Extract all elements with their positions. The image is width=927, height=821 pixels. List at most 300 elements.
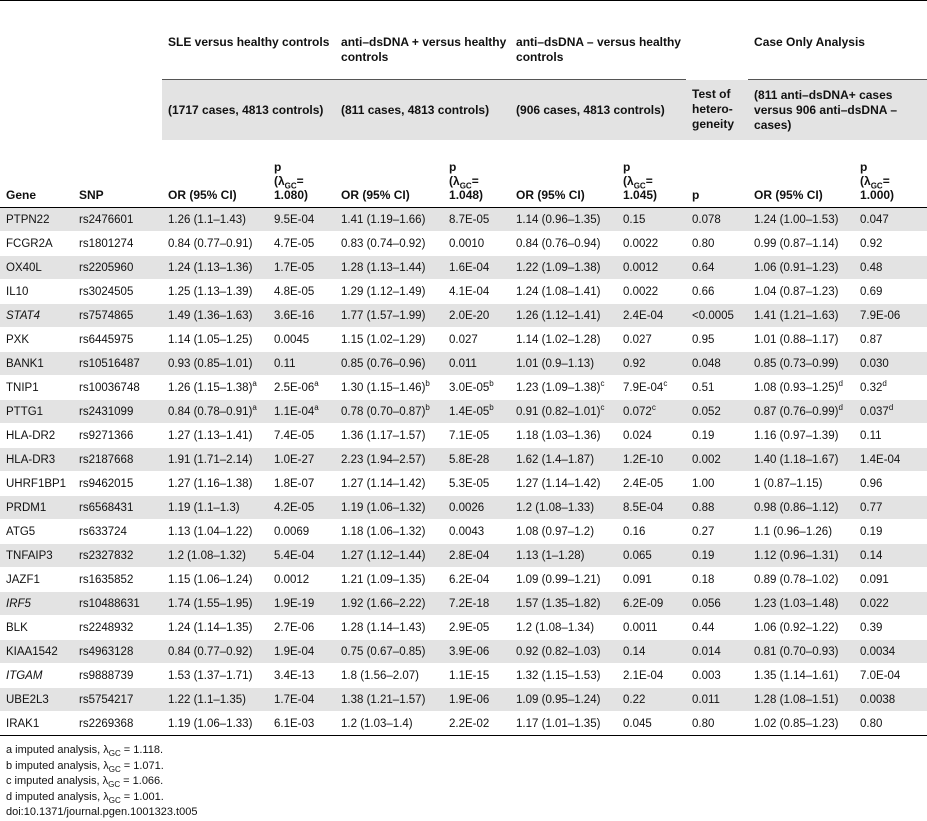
cell-p2: 7.1E-05 (443, 424, 510, 448)
cell-p4: 0.022 (854, 592, 927, 616)
cell-snp: rs3024505 (73, 280, 162, 304)
cell-p3: 0.22 (617, 688, 686, 712)
cell-gene: UBE2L3 (0, 688, 73, 712)
cell-p3: 0.065 (617, 544, 686, 568)
cell-p3: 0.16 (617, 520, 686, 544)
cell-snp: rs2269368 (73, 712, 162, 736)
cell-or4: 1.24 (1.00–1.53) (748, 208, 854, 232)
group-header-row (0, 1, 927, 80)
cell-snp: rs2205960 (73, 256, 162, 280)
cell-or3: 1.26 (1.12–1.41) (510, 304, 617, 328)
cell-p4: 0.047 (854, 208, 927, 232)
cell-snp: rs6445975 (73, 328, 162, 352)
table-row (0, 688, 927, 712)
cell-p3: 8.5E-04 (617, 496, 686, 520)
cell-or2: 1.21 (1.09–1.35) (335, 568, 443, 592)
cell-gene: OX40L (0, 256, 73, 280)
cell-p1: 0.0045 (268, 328, 335, 352)
table-row (0, 496, 927, 520)
cell-p3: 1.2E-10 (617, 448, 686, 472)
cell-or1: 1.91 (1.71–2.14) (162, 448, 268, 472)
cell-snp: rs2431099 (73, 400, 162, 424)
col-p-dsdna-neg: p $(\lambda_{GC}= 1.045)$ (623, 160, 658, 202)
cell-snp: rs5754217 (73, 688, 162, 712)
cell-p3: 2.4E-04 (617, 304, 686, 328)
cell-p2: 0.0043 (443, 520, 510, 544)
col-het-p: p (692, 188, 700, 202)
cell-p2: 0.0026 (443, 496, 510, 520)
cell-or3: 1.09 (0.99–1.21) (510, 568, 617, 592)
footnote-mark: c (600, 402, 605, 412)
table-row (0, 544, 927, 568)
cell-p4: 0.0038 (854, 688, 927, 712)
cell-snp: rs10036748 (73, 376, 162, 400)
cell-gene: PTTG1 (0, 400, 73, 424)
cell-gene: PXK (0, 328, 73, 352)
cell-p1: 3.4E-13 (268, 664, 335, 688)
cell-het: 0.078 (686, 208, 748, 232)
cell-p4: 0.69 (854, 280, 927, 304)
cell-or2: 1.92 (1.66–2.22) (335, 592, 443, 616)
cell-p2: 8.7E-05 (443, 208, 510, 232)
cell-gene: HLA-DR3 (0, 448, 73, 472)
cell-gene: PTPN22 (0, 208, 73, 232)
cell-or3: 1.08 (0.97–1.2) (510, 520, 617, 544)
cell-or3: 1.14 (1.02–1.28) (510, 328, 617, 352)
cell-p1: 1.7E-04 (268, 688, 335, 712)
cell-p2: 7.2E-18 (443, 592, 510, 616)
cell-het: 0.44 (686, 616, 748, 640)
cell-gene: KIAA1542 (0, 640, 73, 664)
cell-gene: ATG5 (0, 520, 73, 544)
table-row (0, 472, 927, 496)
cell-het: 0.19 (686, 544, 748, 568)
cell-snp: rs9462015 (73, 472, 162, 496)
cell-p1: 4.8E-05 (268, 280, 335, 304)
cell-or3: 0.91 $(0.82-1.01)^c$ (510, 400, 617, 424)
table-row (0, 256, 927, 280)
footnote-mark: b (425, 402, 430, 412)
footnote-mark: b (489, 378, 494, 388)
cell-p2: 1.9E-06 (443, 688, 510, 712)
cell-p4: 0.19 (854, 520, 927, 544)
cell-or3: 1.2 (1.08–1.34) (510, 616, 617, 640)
cell-or2: 1.19 (1.06–1.32) (335, 496, 443, 520)
cell-het: 0.88 (686, 496, 748, 520)
cell-gene: IL10 (0, 280, 73, 304)
subheader-heterogeneity: Test of hetero- geneity (686, 80, 748, 141)
cell-p1: 1.7E-05 (268, 256, 335, 280)
cell-or4: 1.02 (0.85–1.23) (748, 712, 854, 736)
cell-p4: 7.9E-06 (854, 304, 927, 328)
footnotes (0, 736, 927, 821)
cell-p2: 2.2E-02 (443, 712, 510, 736)
cell-or3: 1.09 (0.95–1.24) (510, 688, 617, 712)
cell-or1: 1.53 (1.37–1.71) (162, 664, 268, 688)
cell-or3: 1.62 (1.4–1.87) (510, 448, 617, 472)
group-case-only: Case Only Analysis (748, 1, 927, 80)
cell-snp: rs4963128 (73, 640, 162, 664)
cell-snp: rs7574865 (73, 304, 162, 328)
cell-or3: 1.27 (1.14–1.42) (510, 472, 617, 496)
footnote-mark: d (838, 402, 843, 412)
table-row (0, 400, 927, 424)
table-row (0, 640, 927, 664)
cell-or2: 1.28 (1.13–1.44) (335, 256, 443, 280)
cell-p4: 0.091 (854, 568, 927, 592)
cell-p4: 0.0034 (854, 640, 927, 664)
cell-or4: 1.1 (0.96–1.26) (748, 520, 854, 544)
table-row (0, 616, 927, 640)
cell-p4: 0.030 (854, 352, 927, 376)
cell-p3: 2.1E-04 (617, 664, 686, 688)
cell-or2: 1.29 (1.12–1.49) (335, 280, 443, 304)
cell-het: 0.95 (686, 328, 748, 352)
cell-gene: PRDM1 (0, 496, 73, 520)
group-dsdna-pos: anti–dsDNA + versus healthy controls (335, 1, 510, 80)
cell-p2: 3.9E-06 (443, 640, 510, 664)
cell-p4: 0.39 (854, 616, 927, 640)
cell-p3: 0.024 (617, 424, 686, 448)
cell-het: 0.18 (686, 568, 748, 592)
cell-het: 0.048 (686, 352, 748, 376)
cell-or3: 1.14 (0.96–1.35) (510, 208, 617, 232)
cell-p1: 0.11 (268, 352, 335, 376)
cell-p2: 2.9E-05 (443, 616, 510, 640)
cell-gene: TNFAIP3 (0, 544, 73, 568)
cell-or2: 1.28 (1.14–1.43) (335, 616, 443, 640)
cell-p2: 2.8E-04 (443, 544, 510, 568)
cell-p3: 0.92 (617, 352, 686, 376)
cell-or2: 0.85 (0.76–0.96) (335, 352, 443, 376)
table-row (0, 352, 927, 376)
table-row (0, 208, 927, 232)
footnote-mark: b (425, 378, 430, 388)
cell-or1: 1.27 (1.16–1.38) (162, 472, 268, 496)
group-dsdna-neg: anti–dsDNA – versus healthy controls (510, 1, 686, 80)
cell-p2: 5.3E-05 (443, 472, 510, 496)
cell-het: 0.51 (686, 376, 748, 400)
col-gene: Gene (6, 188, 37, 202)
cell-or4: 1.12 (0.96–1.31) (748, 544, 854, 568)
cell-p1: 9.5E-04 (268, 208, 335, 232)
cell-or1: 1.74 (1.55–1.95) (162, 592, 268, 616)
footnote-line: a imputed analysis, $\lambda_{GC} = 1.118$. (6, 744, 164, 759)
cell-or2: 1.38 (1.21–1.57) (335, 688, 443, 712)
cell-gene: IRAK1 (0, 712, 73, 736)
col-or-sle: OR (95% CI) (168, 188, 237, 202)
cell-p2: 0.0010 (443, 232, 510, 256)
cell-gene: UHRF1BP1 (0, 472, 73, 496)
cell-het: 0.64 (686, 256, 748, 280)
cell-or1: 1.22 (1.1–1.35) (162, 688, 268, 712)
cell-or4: 1.35 (1.14–1.61) (748, 664, 854, 688)
table-row (0, 712, 927, 736)
footnote-mark: a (252, 402, 257, 412)
subheader-dsdna-pos: (811 cases, 4813 controls) (335, 80, 510, 141)
cell-or3: 1.17 (1.01–1.35) (510, 712, 617, 736)
doi-text: doi:10.1371/journal.pgen.1001323.t005 (6, 806, 198, 818)
cell-p1: 1.8E-07 (268, 472, 335, 496)
cell-or1: 1.25 (1.13–1.39) (162, 280, 268, 304)
cell-or1: 1.26 $(1.15-1.38)^a$ (162, 376, 268, 400)
cell-p1: 3.6E-16 (268, 304, 335, 328)
footnote-line: b imputed analysis, $\lambda_{GC} = 1.071$. (6, 759, 164, 774)
cell-or1: 1.14 (1.05–1.25) (162, 328, 268, 352)
cell-snp: rs2248932 (73, 616, 162, 640)
cell-het: 0.19 (686, 424, 748, 448)
cell-het: 0.80 (686, 712, 748, 736)
cell-p1: 0.0012 (268, 568, 335, 592)
cell-p1: 5.4E-04 (268, 544, 335, 568)
cell-or1: 1.2 (1.08–1.32) (162, 544, 268, 568)
cell-or1: 0.93 (0.85–1.01) (162, 352, 268, 376)
cell-or4: 1.40 (1.18–1.67) (748, 448, 854, 472)
cell-het: 0.80 (686, 232, 748, 256)
cell-or2: 1.36 (1.17–1.57) (335, 424, 443, 448)
cell-gene: BANK1 (0, 352, 73, 376)
footnote-mark: a (314, 402, 319, 412)
col-p-sle: p $(\lambda_{GC}= 1.080)$ (274, 160, 309, 202)
cell-or1: 1.27 (1.13–1.41) (162, 424, 268, 448)
cell-p2: 2.0E-20 (443, 304, 510, 328)
footnote-line: c imputed analysis, $\lambda_{GC} = 1.066$. (6, 775, 164, 790)
cell-p3: 0.14 (617, 640, 686, 664)
table-row (0, 376, 927, 400)
cell-or3: 0.92 (0.82–1.03) (510, 640, 617, 664)
cell-p3: 0.027 (617, 328, 686, 352)
cell-p4: 7.0E-04 (854, 664, 927, 688)
cell-or3: 1.18 (1.03–1.36) (510, 424, 617, 448)
cell-p4: 0.14 (854, 544, 927, 568)
cell-or4: 0.85 (0.73–0.99) (748, 352, 854, 376)
footnote-line: d imputed analysis, $\lambda_{GC} = 1.001$. (6, 790, 164, 805)
cell-het: 0.052 (686, 400, 748, 424)
table-row (0, 232, 927, 256)
cell-p4: 0.87 (854, 328, 927, 352)
cell-p4: 0.80 (854, 712, 927, 736)
cell-p3: 7.9E-04$^c$ (617, 376, 686, 400)
cell-or2: 1.27 (1.14–1.42) (335, 472, 443, 496)
cell-or3: 1.2 (1.08–1.33) (510, 496, 617, 520)
table-row (0, 424, 927, 448)
table-row (0, 568, 927, 592)
cell-or4: 1.23 (1.03–1.48) (748, 592, 854, 616)
footnote-mark: d (838, 378, 843, 388)
cell-p4: 0.92 (854, 232, 927, 256)
footnote-mark: c (663, 378, 668, 388)
cell-or1: 1.19 (1.1–1.3) (162, 496, 268, 520)
cell-snp: rs9271366 (73, 424, 162, 448)
cell-or1: 1.49 (1.36–1.63) (162, 304, 268, 328)
col-or-dsdna-neg: OR (95% CI) (516, 188, 585, 202)
cell-p2: 5.8E-28 (443, 448, 510, 472)
cell-snp: rs1801274 (73, 232, 162, 256)
cell-p1: 4.7E-05 (268, 232, 335, 256)
cell-p2: 1.4E-05$^b$ (443, 400, 510, 424)
cell-snp: rs10516487 (73, 352, 162, 376)
cell-gene: TNIP1 (0, 376, 73, 400)
footnote-mark: c (600, 378, 605, 388)
cell-p4: 1.4E-04 (854, 448, 927, 472)
table-row (0, 520, 927, 544)
cell-or3: 1.01 (0.9–1.13) (510, 352, 617, 376)
cell-or2: 0.83 (0.74–0.92) (335, 232, 443, 256)
cell-p3: 0.091 (617, 568, 686, 592)
cell-het: 0.014 (686, 640, 748, 664)
cell-or1: 0.84 $(0.78-0.91)^a$ (162, 400, 268, 424)
cell-or2: 0.78 $(0.70-0.87)^b$ (335, 400, 443, 424)
footnote-mark: a (252, 378, 257, 388)
subheader-dsdna-neg: (906 cases, 4813 controls) (510, 80, 686, 141)
cell-p3: 0.0012 (617, 256, 686, 280)
cell-or4: 1.01 (0.88–1.17) (748, 328, 854, 352)
cell-p1: 2.7E-06 (268, 616, 335, 640)
group-sle: SLE versus healthy controls (162, 1, 335, 80)
cell-snp: rs2327832 (73, 544, 162, 568)
cell-or4: 1.28 (1.08–1.51) (748, 688, 854, 712)
col-or-case: OR (95% CI) (754, 188, 823, 202)
table-row (0, 592, 927, 616)
subheader-row (0, 80, 927, 141)
cell-or4: 1.06 (0.91–1.23) (748, 256, 854, 280)
col-p-case: p $(\lambda_{GC}= 1.000)$ (860, 160, 895, 202)
column-header-row (0, 140, 927, 208)
cell-or1: 1.19 (1.06–1.33) (162, 712, 268, 736)
cell-or4: 0.98 (0.86–1.12) (748, 496, 854, 520)
cell-or4: 1.08 $(0.93-1.25)^d$ (748, 376, 854, 400)
cell-het: 0.66 (686, 280, 748, 304)
cell-or4: 0.89 (0.78–1.02) (748, 568, 854, 592)
table-row (0, 448, 927, 472)
cell-or2: 1.30 $(1.15-1.46)^b$ (335, 376, 443, 400)
cell-gene: BLK (0, 616, 73, 640)
cell-p2: 3.0E-05$^b$ (443, 376, 510, 400)
cell-gene: FCGR2A (0, 232, 73, 256)
footnote-mark: d (882, 378, 887, 388)
cell-p3: 2.4E-05 (617, 472, 686, 496)
cell-het: 1.00 (686, 472, 748, 496)
table-row (0, 280, 927, 304)
cell-het: 0.003 (686, 664, 748, 688)
cell-p2: 1.1E-15 (443, 664, 510, 688)
cell-p2: 4.1E-04 (443, 280, 510, 304)
cell-p1: 7.4E-05 (268, 424, 335, 448)
cell-gene: ITGAM (0, 664, 73, 688)
cell-or1: 1.24 (1.14–1.35) (162, 616, 268, 640)
cell-p1: 4.2E-05 (268, 496, 335, 520)
cell-snp: rs10488631 (73, 592, 162, 616)
cell-gene: HLA-DR2 (0, 424, 73, 448)
cell-p1: 6.1E-03 (268, 712, 335, 736)
cell-p4: 0.77 (854, 496, 927, 520)
cell-p3: 0.0011 (617, 616, 686, 640)
subheader-case-only: (811 anti–dsDNA+ cases versus 906 anti–dsDNA – cases) (748, 80, 927, 141)
cell-or2: 1.8 (1.56–2.07) (335, 664, 443, 688)
cell-or2: 1.41 (1.19–1.66) (335, 208, 443, 232)
cell-or1: 1.26 (1.1–1.43) (162, 208, 268, 232)
table-row (0, 304, 927, 328)
cell-p3: 0.15 (617, 208, 686, 232)
cell-or3: 0.84 (0.76–0.94) (510, 232, 617, 256)
cell-or4: 1.04 (0.87–1.23) (748, 280, 854, 304)
cell-or1: 1.13 (1.04–1.22) (162, 520, 268, 544)
cell-or2: 1.15 (1.02–1.29) (335, 328, 443, 352)
cell-or2: 0.75 (0.67–0.85) (335, 640, 443, 664)
cell-gene: JAZF1 (0, 568, 73, 592)
cell-or2: 1.27 (1.12–1.44) (335, 544, 443, 568)
cell-p3: 0.0022 (617, 280, 686, 304)
cell-p4: 0.32$^d$ (854, 376, 927, 400)
cell-or4: 1 (0.87–1.15) (748, 472, 854, 496)
cell-or4: 0.99 (0.87–1.14) (748, 232, 854, 256)
cell-or1: 0.84 (0.77–0.92) (162, 640, 268, 664)
cell-gene: STAT4 (0, 304, 73, 328)
cell-het: <0.0005 (686, 304, 748, 328)
cell-or1: 0.84 (0.77–0.91) (162, 232, 268, 256)
cell-p1: 2.5E-06$^a$ (268, 376, 335, 400)
cell-het: 0.002 (686, 448, 748, 472)
subheader-sle: (1717 cases, 4813 controls) (162, 80, 335, 141)
cell-snp: rs2476601 (73, 208, 162, 232)
cell-or1: 1.15 (1.06–1.24) (162, 568, 268, 592)
cell-or4: 0.81 (0.70–0.93) (748, 640, 854, 664)
cell-or4: 1.16 (0.97–1.39) (748, 424, 854, 448)
col-or-dsdna-pos: OR (95% CI) (341, 188, 410, 202)
cell-or2: 1.2 (1.03–1.4) (335, 712, 443, 736)
cell-or2: 1.18 (1.06–1.32) (335, 520, 443, 544)
cell-or1: 1.24 (1.13–1.36) (162, 256, 268, 280)
cell-het: 0.056 (686, 592, 748, 616)
cell-gene: IRF5 (0, 592, 73, 616)
cell-or3: 1.22 (1.09–1.38) (510, 256, 617, 280)
cell-or3: 1.57 (1.35–1.82) (510, 592, 617, 616)
cell-or4: 1.06 (0.92–1.22) (748, 616, 854, 640)
cell-p3: 6.2E-09 (617, 592, 686, 616)
cell-p2: 0.011 (443, 352, 510, 376)
cell-p1: 1.0E-27 (268, 448, 335, 472)
cell-snp: rs633724 (73, 520, 162, 544)
footnote-mark: a (314, 378, 319, 388)
cell-or3: 1.32 (1.15–1.53) (510, 664, 617, 688)
cell-p4: 0.11 (854, 424, 927, 448)
cell-p4: 0.96 (854, 472, 927, 496)
cell-snp: rs9888739 (73, 664, 162, 688)
cell-or4: 1.41 (1.21–1.63) (748, 304, 854, 328)
cell-snp: rs1635852 (73, 568, 162, 592)
cell-or2: 2.23 (1.94–2.57) (335, 448, 443, 472)
col-p-dsdna-pos: p $(\lambda_{GC}= 1.048)$ (449, 160, 484, 202)
cell-het: 0.27 (686, 520, 748, 544)
cell-p1: 1.9E-04 (268, 640, 335, 664)
cell-p2: 1.6E-04 (443, 256, 510, 280)
cell-or3: 1.13 (1–1.28) (510, 544, 617, 568)
cell-or3: 1.24 (1.08–1.41) (510, 280, 617, 304)
cell-snp: rs2187668 (73, 448, 162, 472)
cell-p1: 1.9E-19 (268, 592, 335, 616)
table-row (0, 328, 927, 352)
footnote-mark: b (489, 402, 494, 412)
cell-or4: 0.87 $(0.76-0.99)^d$ (748, 400, 854, 424)
table-body (0, 208, 927, 736)
cell-p4: 0.48 (854, 256, 927, 280)
cell-p4: 0.037$^d$ (854, 400, 927, 424)
cell-het: 0.011 (686, 688, 748, 712)
cell-p2: 0.027 (443, 328, 510, 352)
cell-or3: 1.23 $(1.09-1.38)^c$ (510, 376, 617, 400)
table-row (0, 664, 927, 688)
cell-or2: 1.77 (1.57–1.99) (335, 304, 443, 328)
